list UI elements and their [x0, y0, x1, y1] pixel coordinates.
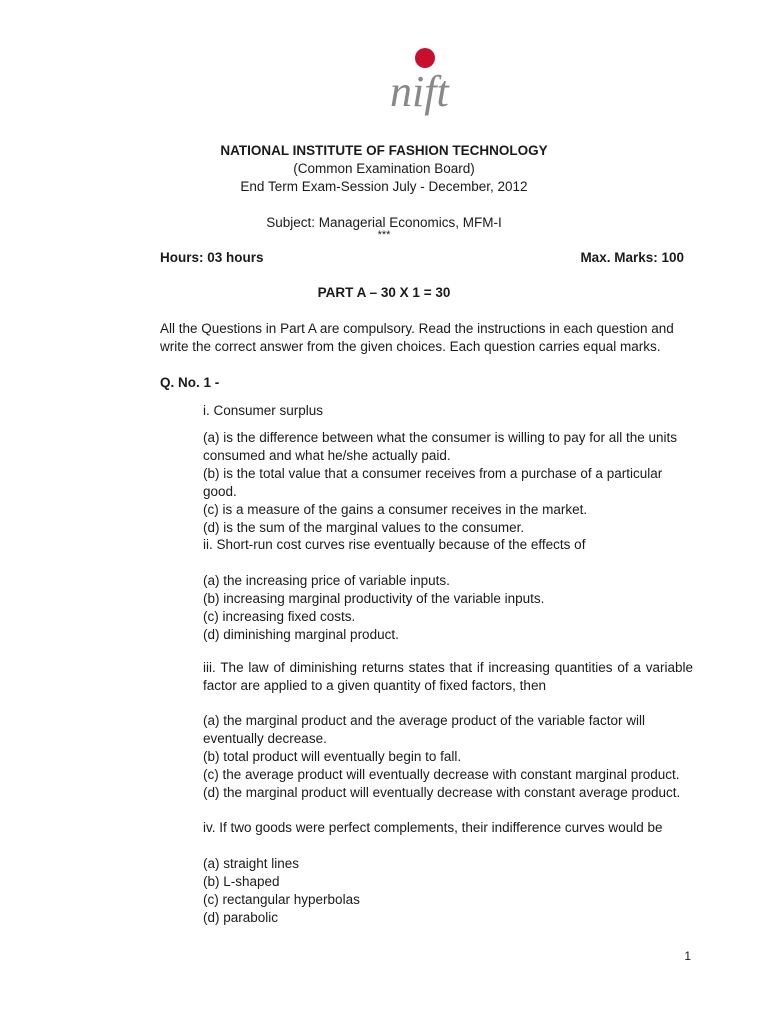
- option-a: (a) straight lines: [203, 856, 300, 871]
- max-marks-label: Max. Marks: 100: [580, 250, 684, 265]
- question-options: [203, 429, 693, 537]
- question-number: Q. No. 1 -: [160, 375, 220, 390]
- hours-label: Hours: 03 hours: [160, 250, 264, 265]
- option-c: (c) the average product will eventually decrease with constant marginal product.: [203, 767, 680, 782]
- logo-red-dot: [415, 48, 435, 68]
- option-a: (a) the marginal product and the average product of the variable factor will eventually decrease.: [203, 713, 645, 746]
- page-number: 1: [684, 949, 691, 963]
- option-c: (c) rectangular hyperbolas: [203, 892, 360, 907]
- option-c: (c) increasing fixed costs.: [203, 609, 356, 624]
- option-d: (d) is the sum of the marginal values to the consumer.: [203, 520, 525, 535]
- instructions: All the Questions in Part A are compulsory. Read the instructions in each question and write the correct answer from the given choices. Each question carries equal marks.: [160, 321, 674, 354]
- option-d: (d) diminishing marginal product.: [203, 627, 399, 642]
- option-b: (b) L-shaped: [203, 874, 280, 889]
- option-a: (a) the increasing price of variable inputs.: [203, 573, 450, 588]
- institute-name: NATIONAL INSTITUTE OF FASHION TECHNOLOGY: [220, 143, 548, 158]
- option-b: (b) is the total value that a consumer receives from a purchase of a particular good.: [203, 466, 663, 499]
- option-d: (d) parabolic: [203, 910, 279, 925]
- subject-line: Subject: Managerial Economics, MFM-I: [266, 215, 502, 230]
- option-c: (c) is a measure of the gains a consumer receives in the market.: [203, 502, 588, 517]
- option-a: (a) is the difference between what the consumer is willing to pay for all the units consumed and what he/she actually paid.: [203, 430, 677, 463]
- option-d: (d) the marginal product will eventually decrease with constant average product.: [203, 785, 681, 800]
- question-options: [203, 572, 693, 644]
- option-b: (b) increasing marginal productivity of the variable inputs.: [203, 591, 545, 606]
- question-stem: iv. If two goods were perfect complements, their indifference curves would be: [203, 820, 663, 835]
- question-stem: ii. Short-run cost curves rise eventually because of the effects of: [203, 537, 586, 552]
- nift-logo: [380, 38, 470, 130]
- option-b: (b) total product will eventually begin to fall.: [203, 749, 462, 764]
- part-title: PART A – 30 X 1 = 30: [317, 285, 451, 300]
- question-stem: iii. The law of diminishing returns states that if increasing quantities of a variable factor are applied to a given quantity of fixed factors, then: [203, 660, 693, 693]
- stars-separator: ***: [377, 229, 391, 241]
- exam-board: (Common Examination Board): [293, 161, 475, 176]
- question-stem: i. Consumer surplus: [203, 403, 324, 418]
- question-options: [203, 712, 693, 802]
- exam-session: End Term Exam-Session July - December, 2012: [240, 179, 528, 194]
- question-options: [203, 855, 693, 927]
- logo-text: nift: [390, 67, 449, 116]
